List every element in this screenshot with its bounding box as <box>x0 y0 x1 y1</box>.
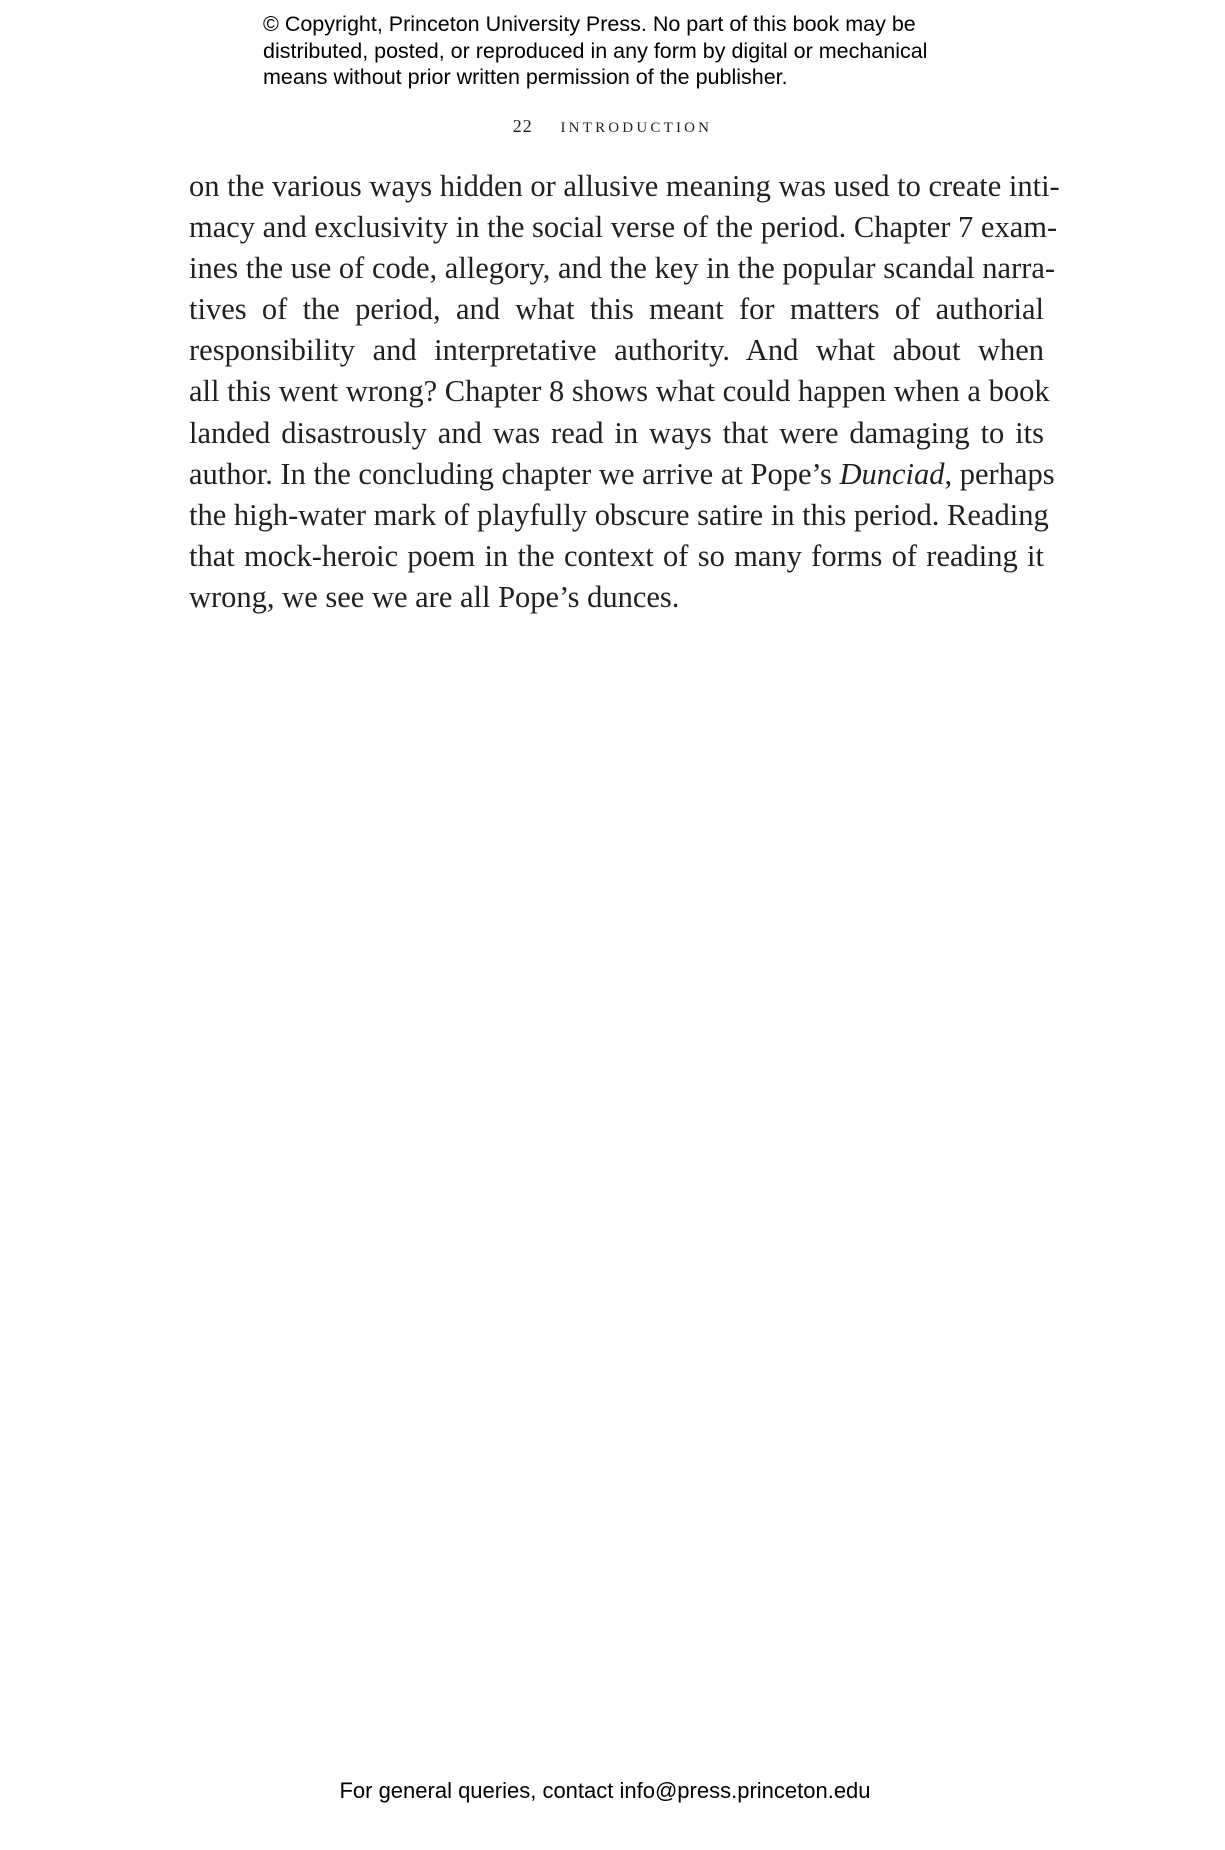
copyright-notice <box>263 11 983 91</box>
text-line: the high-water mark of playfully obscure satire in this period. Reading <box>189 497 1049 532</box>
text-line-dunciad <box>189 454 1055 495</box>
text-line: ines the use of code, allegory, and the key in the popular scandal narra- <box>189 251 1056 286</box>
text-fragment: author. In the concluding chapter we arrive at Pope’s <box>189 456 840 491</box>
footer-contact: For general queries, contact info@press.princeton.edu <box>339 1778 871 1803</box>
text-line: wrong, we see we are all Pope’s dunces. <box>189 579 680 614</box>
section-title: introduction <box>560 113 713 137</box>
text-line: tives of the period, and what this meant for matters of authorial <box>189 292 1044 327</box>
page-number: 22 <box>512 116 533 136</box>
running-head <box>0 113 1225 138</box>
text-line: macy and exclusivity in the social verse of the period. Chapter 7 exam- <box>189 210 1058 245</box>
text-line: that mock-heroic poem in the context of so many forms of reading it <box>189 538 1044 573</box>
text-line: landed disastrously and was read in ways that were damaging to its <box>189 415 1044 450</box>
copyright-line: means without prior written permission of the publisher. <box>263 65 788 89</box>
book-title-dunciad: Dunciad <box>839 456 945 491</box>
copyright-line: distributed, posted, or reproduced in any form by digital or mechanical <box>263 38 928 63</box>
text-line: all this went wrong? Chapter 8 shows what could happen when a book <box>189 374 1050 409</box>
body-paragraph <box>189 166 1060 618</box>
text-line: responsibility and interpretative authority. And what about when <box>189 333 1044 368</box>
text-fragment: , perhaps <box>944 456 1055 491</box>
copyright-line: © Copyright, Princeton University Press. No part of this book may be <box>263 12 916 36</box>
text-line: on the various ways hidden or allusive meaning was used to create inti- <box>189 169 1060 203</box>
